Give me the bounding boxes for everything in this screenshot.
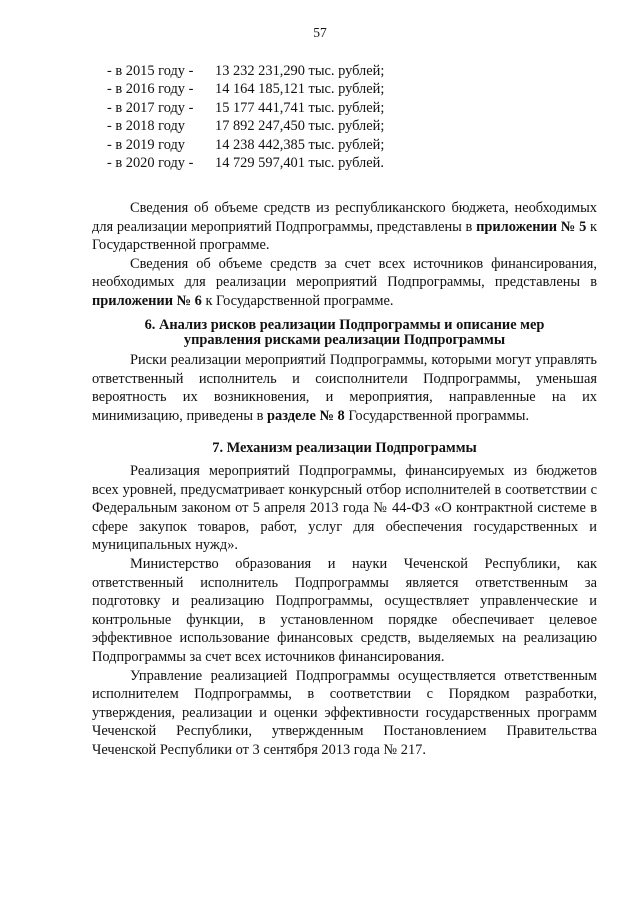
year-label: - в 2015 году - (107, 63, 194, 79)
year-label: - в 2019 году (107, 136, 186, 153)
list-item (107, 136, 384, 154)
paragraph-text: Риски реализации мероприятий Подпрограммы, которыми могут управлять ответственный исполнитель и соисполнители Подпрограммы, уменьшая вероятность их возникновения, и мероприятия, направленные на их минимизацию, приведены в (92, 352, 597, 424)
year-label: - в 2018 году (107, 118, 186, 135)
section-heading: 7. Механизм реализации Подпрограммы (212, 440, 477, 456)
paragraph: Реализация мероприятий Подпрограммы, финансируемых из бюджетов всех уровней, предусматривает конкурсный отбор исполнителей в соответствии с Федеральным законом от 5 апреля 2013 года № 44-ФЗ «О контрактной системе в сфере закупок товаров, работ, услуг для обеспечения государственных и муниципальных нужд». (92, 463, 597, 554)
funding-paragraphs (92, 199, 597, 311)
heading-line: 6. Анализ рисков реализации Подпрограммы и описание мер (144, 317, 545, 333)
year-amount: 14 164 185,121 тыс. рублей; (215, 81, 385, 98)
paragraph (92, 199, 597, 255)
list-item (107, 62, 384, 80)
paragraph-text: к Государственной программе. (201, 292, 394, 309)
year-amount: 15 177 441,741 тыс. рублей; (215, 99, 385, 116)
paragraph-text: Сведения об объеме средств за счет всех источников финансирования, необходимых для реализации мероприятий Подпрограммы, представлены в (92, 255, 597, 291)
page-number: 57 (313, 25, 327, 40)
section-heading (92, 318, 597, 348)
year-label: - в 2020 году - (107, 155, 194, 172)
appendix-reference: приложении № 5 (476, 218, 587, 235)
paragraph (92, 351, 597, 425)
year-amount: 17 892 247,450 тыс. рублей; (215, 118, 385, 135)
year-label: - в 2017 году - (107, 99, 194, 116)
paragraph-text: Государственной программы. (344, 407, 530, 424)
year-amount: 14 238 442,385 тыс. рублей; (215, 136, 385, 153)
section-body (92, 462, 597, 760)
budget-by-year-list (107, 62, 384, 172)
paragraph-text: Сведения об объеме средств из республиканского бюджета, необходимых для реализации мероприятий Подпрограммы, представлены в (92, 200, 597, 235)
year-label: - в 2016 году - (107, 81, 194, 98)
list-item (107, 99, 384, 117)
year-amount: 14 729 597,401 тыс. рублей. (215, 155, 384, 172)
list-item (107, 117, 384, 135)
paragraph: Управление реализацией Подпрограммы осуществляется ответственным исполнителем Подпрограммы, в соответствии с Порядком разработки, утверждения, реализации и оценки эффективности государственных программ Чеченской Республики, утвержденным Постановлением Правительства Чеченской Республики от 3 сентября 2013 года № 217. (92, 667, 597, 758)
appendix-reference: приложении № 6 (92, 292, 202, 309)
section-reference: разделе № 8 (267, 407, 345, 424)
paragraph-text: к Государственной программе. (92, 218, 597, 254)
paragraph: Министерство образования и науки Чеченской Республики, как ответственный исполнитель Подпрограммы является ответственным за подготовку и реализацию Подпрограммы, осуществляет управленческие и контрольные функции, в установленном порядке обеспечивает целевое эффективное использование финансовых средств, выделяемых на реализацию Подпрограммы за счет всех источников финансирования. (92, 555, 597, 665)
list-item (107, 154, 384, 172)
list-item (107, 80, 384, 98)
section-body (92, 351, 597, 425)
paragraph (92, 255, 597, 311)
heading-line: управления рисками реализации Подпрограммы (183, 332, 506, 348)
year-amount: 13 232 231,290 тыс. рублей; (215, 63, 385, 79)
